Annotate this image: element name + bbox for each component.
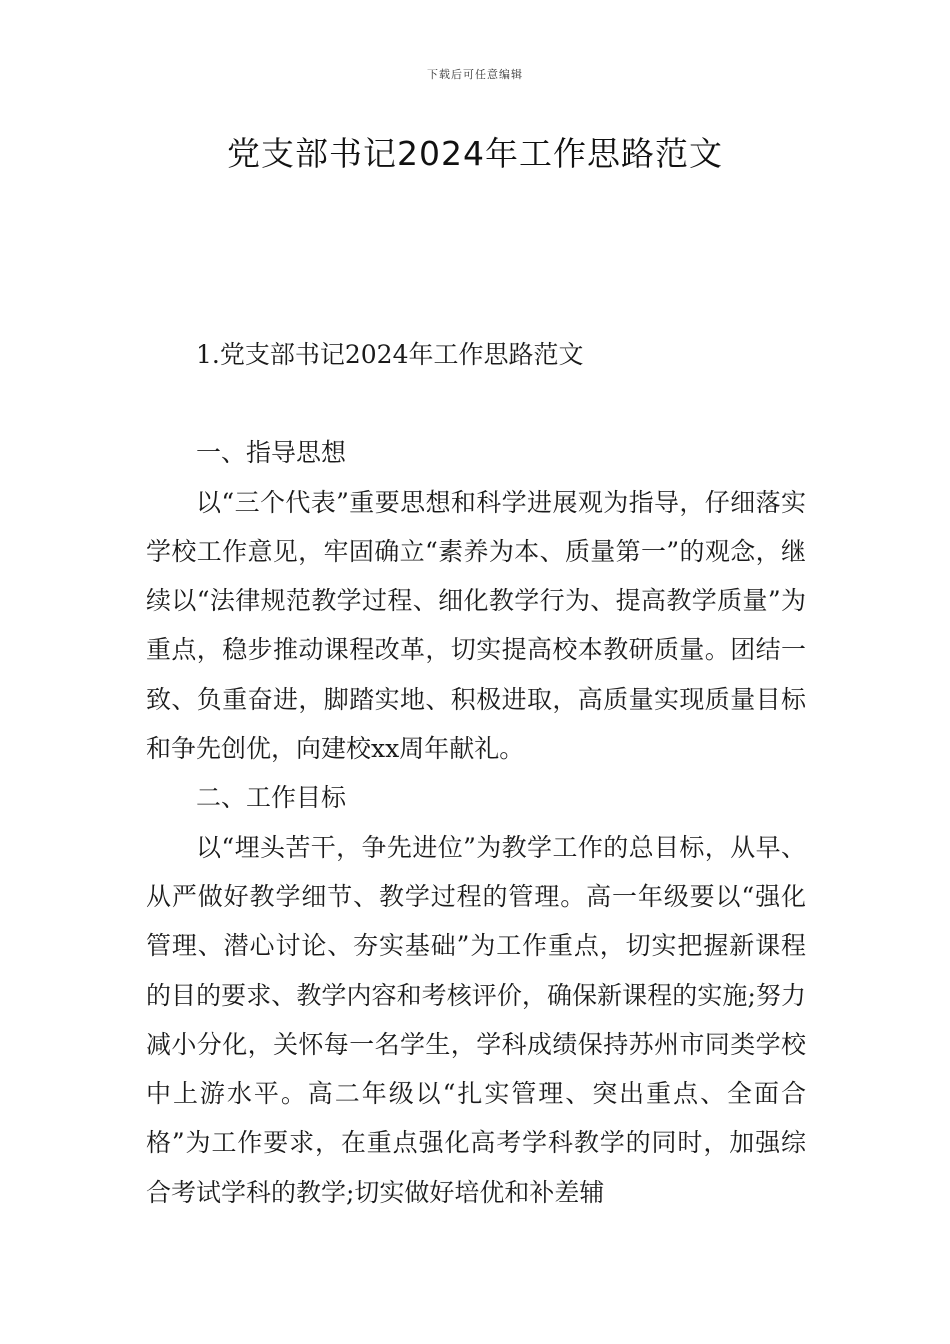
paragraph-work-goals: 以“埋头苦干，争先进位”为教学工作的总目标，从早、从严做好教学细节、教学过程的管理。高一年级要以“强化管理、潜心讨论、夯实基础”为工作重点，切实把握新课程的目的要求、教学内容和考核评价，确保新课程的实施;努力减小分化，关怀每一名学生，学科成绩保持苏州市同类学校中上游水平。高二年级以“扎实管理、突出重点、全面合格”为工作要求，在重点强化高考学科教学的同时，加强综合考试学科的教学;切实做好培优和补差辅 — [146, 832, 806, 1207]
section-heading-guiding-ideology: 一、指导思想 — [196, 438, 347, 468]
document-title: 党支部书记2024年工作思路范文 — [227, 134, 723, 173]
section-subtitle: 1.党支部书记2024年工作思路范文 — [196, 340, 584, 369]
document-body — [146, 330, 806, 1217]
paragraph-guiding-ideology: 以“三个代表”重要思想和科学进展观为指导，仔细落实学校工作意见，牢固确立“素养为本、质量第一”的观念，继续以“法律规范教学过程、细化教学行为、提高教学质量”为重点，稳步推动课程改革，切实提高校本教研质量。团结一致、负重奋进，脚踏实地、积极进取，高质量实现质量目标和争先创优，向建校xx周年献礼。 — [146, 487, 806, 764]
header-note: 下载后可任意编辑 — [427, 68, 523, 81]
section-heading-work-goals: 二、工作目标 — [196, 783, 347, 813]
